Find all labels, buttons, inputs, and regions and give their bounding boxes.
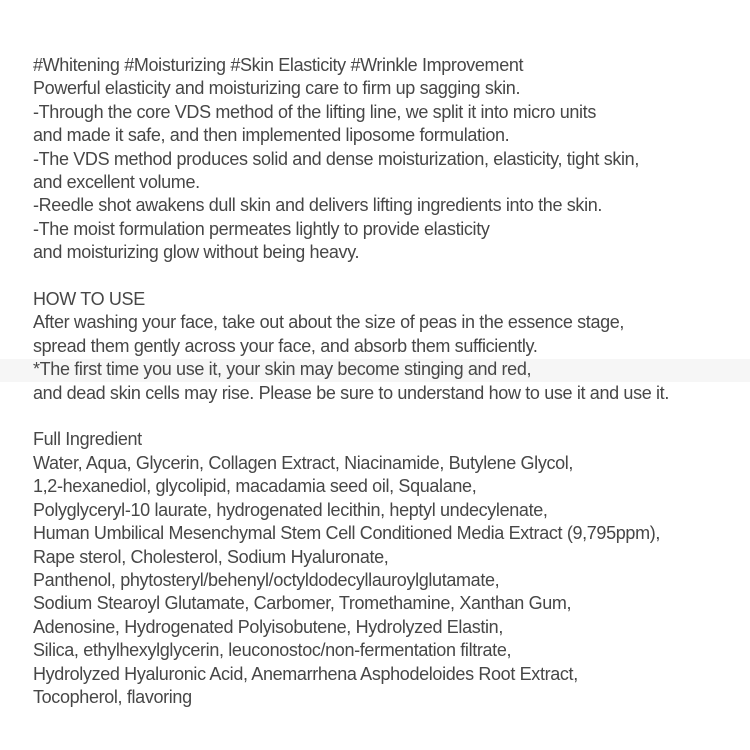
ingredient-line: Sodium Stearoyl Glutamate, Carbomer, Tromethamine, Xanthan Gum, [33, 593, 572, 614]
description-section [33, 54, 750, 265]
ingredient-line: Adenosine, Hydrogenated Polyisobutene, Hydrolyzed Elastin, [33, 616, 503, 637]
how-to-use-line: spread them gently across your face, and absorb them sufficiently. [33, 335, 538, 356]
ingredient-line: Water, Aqua, Glycerin, Collagen Extract, Niacinamide, Butylene Glycol, [33, 452, 574, 473]
ingredient-line: Rape sterol, Cholesterol, Sodium Hyaluronate, [33, 546, 389, 567]
full-ingredient-section [33, 428, 750, 709]
how-to-use-line: After washing your face, take out about the size of peas in the essence stage, [33, 312, 625, 333]
hashtags-line: #Whitening #Moisturizing #Skin Elasticity #Wrinkle Improvement [33, 55, 524, 75]
description-line: and made it safe, and then implemented liposome formulation. [33, 125, 510, 146]
description-line: -The moist formulation permeates lightly to provide elasticity [33, 218, 490, 239]
how-to-use-line: and dead skin cells may rise. Please be sure to understand how to use it and use it. [33, 382, 669, 403]
description-line: Powerful elasticity and moisturizing care to firm up sagging skin. [33, 78, 521, 99]
full-ingredient-heading: Full Ingredient [33, 429, 142, 450]
ingredient-line: 1,2-hexanediol, glycolipid, macadamia seed oil, Squalane, [33, 476, 477, 497]
description-line: -Reedle shot awakens dull skin and delivers lifting ingredients into the skin. [33, 195, 603, 216]
ingredient-line: Panthenol, phytosteryl/behenyl/octyldodecyllauroylglutamate, [33, 569, 500, 590]
ingredient-line: Human Umbilical Mesenchymal Stem Cell Conditioned Media Extract (9,795ppm), [33, 523, 661, 544]
ingredient-line: Silica, ethylhexylglycerin, leuconostoc/non-fermentation filtrate, [33, 640, 512, 661]
product-description-text [33, 54, 750, 709]
ingredient-line: Hydrolyzed Hyaluronic Acid, Anemarrhena Asphodeloides Root Extract, [33, 663, 578, 684]
description-line: and moisturizing glow without being heavy. [33, 242, 360, 263]
description-line: and excellent volume. [33, 172, 200, 193]
ingredient-line: Polyglyceryl-10 laurate, hydrogenated lecithin, heptyl undecylenate, [33, 499, 548, 520]
description-line: -Through the core VDS method of the lifting line, we split it into micro units [33, 101, 596, 122]
ingredient-line: Tocopherol, flavoring [33, 686, 192, 707]
how-to-use-caution-line: *The first time you use it, your skin may become stinging and red, [33, 359, 532, 380]
how-to-use-section [33, 288, 750, 405]
how-to-use-heading: HOW TO USE [33, 289, 145, 310]
description-line: -The VDS method produces solid and dense moisturization, elasticity, tight skin, [33, 148, 639, 169]
